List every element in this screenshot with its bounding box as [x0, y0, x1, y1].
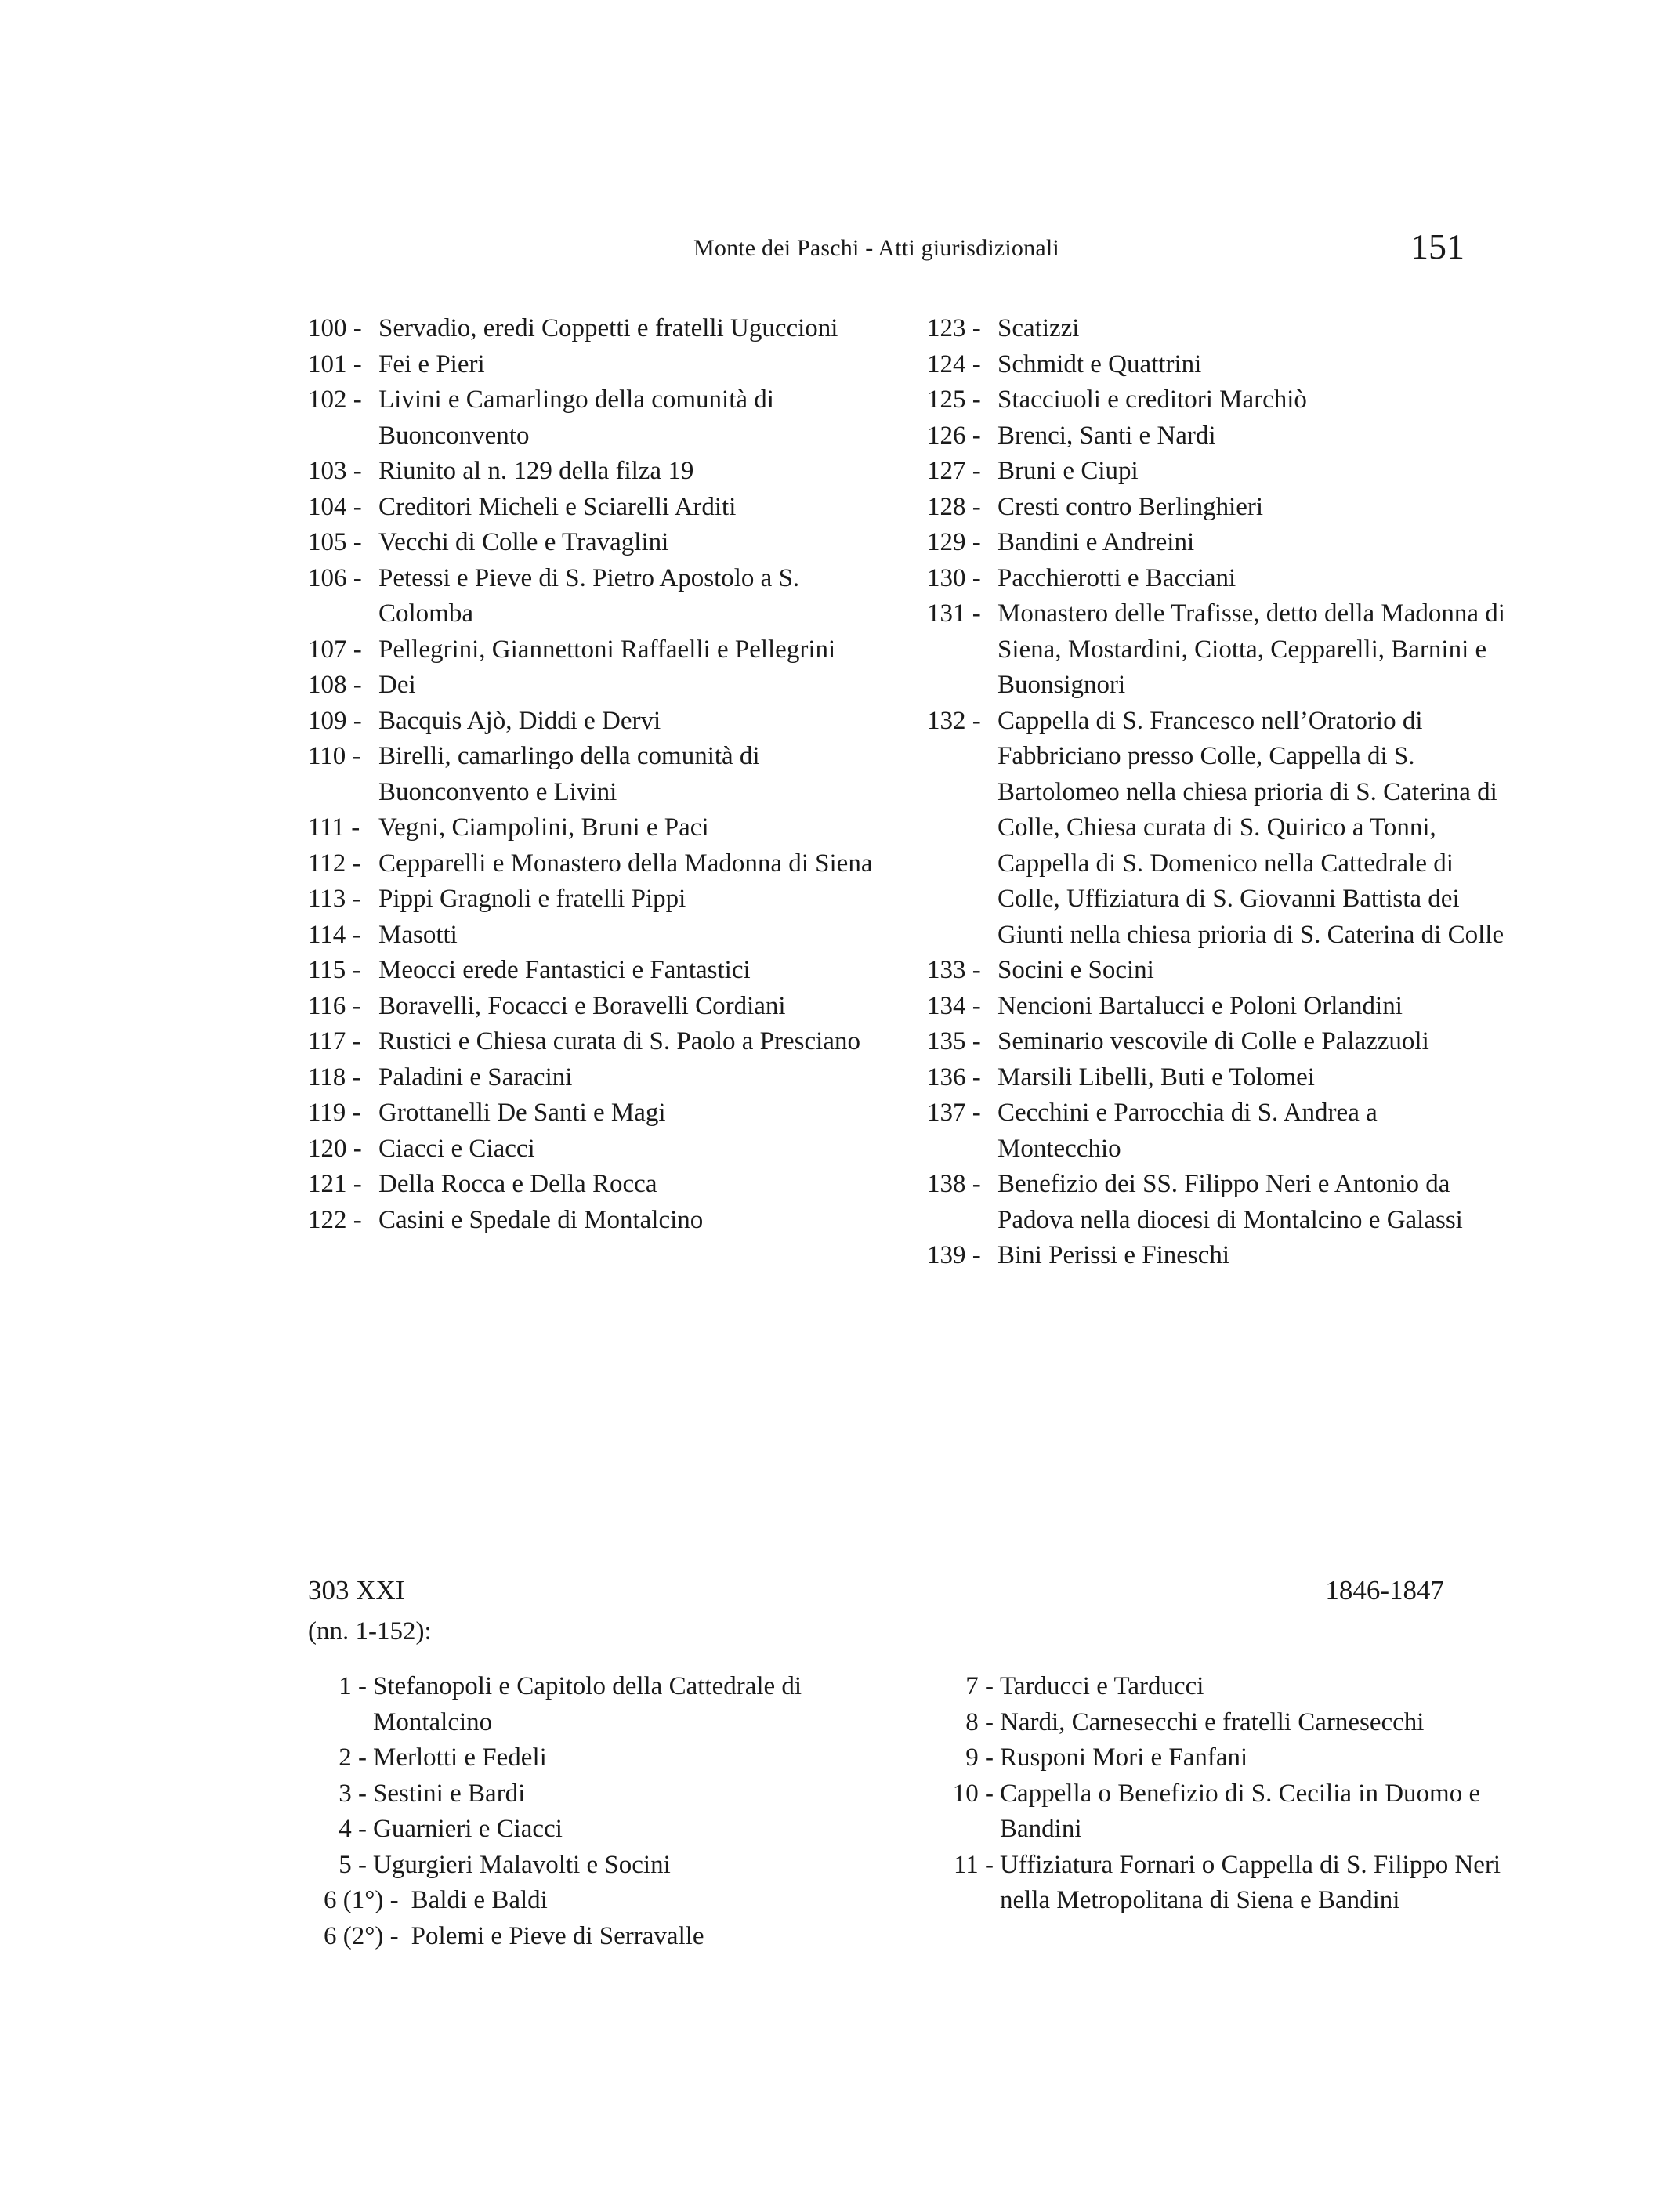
entry-number: 127 - — [927, 457, 981, 485]
entry-number: 122 - — [308, 1205, 362, 1234]
list-item — [308, 632, 880, 668]
list-item — [308, 1776, 880, 1812]
entry-number: 124 - — [927, 349, 981, 378]
entry-text: Sestini e Bardi — [373, 1779, 526, 1808]
entry-text: Paladini e Saracini — [378, 1063, 573, 1092]
entry-number: 6 (2°) - — [324, 1921, 399, 1950]
entry-text: Cecchini e Parrocchia di S. Andrea a Montecchio — [998, 1099, 1378, 1163]
entry-number: 9 - — [965, 1743, 994, 1772]
list-item — [308, 1812, 880, 1848]
list-item — [308, 1131, 880, 1168]
list-item — [927, 382, 1507, 418]
entry-text: Masotti — [378, 920, 458, 949]
bottom-right-column — [927, 1669, 1507, 1919]
entry-text: Cappella o Benefizio di S. Cecilia in Duomo e Bandini — [1000, 1779, 1481, 1843]
entry-text: Dei — [378, 671, 416, 699]
list-item — [308, 347, 880, 383]
entry-text: Petessi e Pieve di S. Pietro Apostolo a S. Colomba — [378, 563, 800, 628]
entry-text: Bacquis Ajò, Diddi e Dervi — [378, 706, 661, 735]
entry-number: 103 - — [308, 457, 362, 485]
entry-number: 110 - — [308, 742, 361, 770]
entry-number: 128 - — [927, 492, 981, 521]
entry-text: Pellegrini, Giannettoni Raffaelli e Pellegrini — [378, 635, 836, 664]
entry-number: 117 - — [308, 1027, 361, 1055]
entry-text: Grottanelli De Santi e Magi — [378, 1099, 666, 1127]
entry-number: 121 - — [308, 1170, 362, 1198]
list-item — [927, 454, 1507, 490]
entry-text: Marsili Libelli, Buti e Tolomei — [998, 1063, 1315, 1092]
entry-number: 114 - — [308, 920, 361, 949]
entry-text: Scatizzi — [998, 314, 1080, 342]
bottom-left-column — [308, 1669, 880, 1954]
list-item — [927, 1669, 1507, 1705]
entry-number: 126 - — [927, 421, 981, 450]
entry-text: Seminario vescovile di Colle e Palazzuoli — [998, 1027, 1429, 1055]
entry-number: 113 - — [308, 885, 361, 913]
entry-text: Socini e Socini — [998, 956, 1154, 984]
entry-text: Schmidt e Quattrini — [998, 349, 1202, 378]
entry-number: 137 - — [927, 1099, 981, 1127]
list-item — [927, 1060, 1507, 1096]
entry-number: 100 - — [308, 314, 362, 342]
list-item — [308, 846, 880, 882]
entry-text: Baldi e Baldi — [411, 1886, 548, 1914]
list-item — [308, 989, 880, 1025]
list-item — [308, 1167, 880, 1203]
entry-number: 111 - — [308, 813, 360, 842]
list-item — [308, 1095, 880, 1131]
list-item — [308, 882, 880, 918]
list-item — [308, 1203, 880, 1239]
entry-number: 2 - — [339, 1743, 367, 1772]
entry-text: Pacchierotti e Bacciani — [998, 563, 1236, 592]
list-item — [927, 1705, 1507, 1741]
list-item — [308, 1848, 880, 1884]
entry-number: 5 - — [339, 1850, 367, 1879]
entry-number: 139 - — [927, 1241, 981, 1269]
entry-number: 7 - — [965, 1672, 994, 1700]
entry-text: Vegni, Ciampolini, Bruni e Paci — [378, 813, 709, 842]
list-item — [308, 1669, 880, 1740]
list-item — [927, 561, 1507, 597]
page-number: 151 — [1410, 226, 1465, 266]
entry-number: 10 - — [952, 1779, 994, 1808]
entry-text: Polemi e Pieve di Serravalle — [411, 1921, 704, 1950]
entry-number: 129 - — [927, 528, 981, 556]
list-item — [308, 704, 880, 740]
entry-text: Guarnieri e Ciacci — [373, 1815, 563, 1843]
entry-number: 132 - — [927, 706, 981, 735]
list-item — [927, 347, 1507, 383]
entry-number: 108 - — [308, 671, 362, 699]
entry-text: Casini e Spedale di Montalcino — [378, 1205, 704, 1234]
series-label: 303 XXI — [308, 1575, 405, 1606]
entry-text: Boravelli, Focacci e Boravelli Cordiani — [378, 991, 786, 1020]
entry-number: 118 - — [308, 1063, 361, 1092]
list-item — [308, 1883, 880, 1919]
entry-text: Cappella di S. Francesco nell’Oratorio di Fabbriciano presso Colle, Cappella di S. Bartolomeo nella chiesa prioria di S. Caterina di Colle, Chiesa curata di S. Quirico a Tonni, Cappella di S. Domenico nella Cattedrale di Colle, Uffiziatura di S. Giovanni Battista dei Giunti nella chiesa prioria di S. Caterina di Colle — [998, 706, 1504, 949]
entry-number: 136 - — [927, 1063, 981, 1092]
list-item — [308, 668, 880, 704]
list-item — [927, 1167, 1507, 1238]
entry-text: Monastero delle Trafisse, detto della Madonna di Siena, Mostardini, Ciotta, Cepparelli, Barnini e Buonsignori — [998, 599, 1505, 699]
entry-text: Fei e Pieri — [378, 349, 485, 378]
list-item — [927, 490, 1507, 526]
list-item — [927, 1740, 1507, 1776]
list-item — [927, 1238, 1507, 1274]
list-item — [927, 418, 1507, 454]
list-item — [308, 382, 880, 454]
entry-text: Creditori Micheli e Sciarelli Arditi — [378, 492, 737, 521]
entry-text: Vecchi di Colle e Travaglini — [378, 528, 669, 556]
entry-number: 105 - — [308, 528, 362, 556]
entry-number: 119 - — [308, 1099, 361, 1127]
entry-number: 112 - — [308, 849, 361, 878]
list-item — [927, 1776, 1507, 1848]
list-item — [927, 704, 1507, 954]
entry-text: Brenci, Santi e Nardi — [998, 421, 1216, 450]
list-item — [308, 1919, 880, 1955]
entry-number: 115 - — [308, 956, 361, 984]
list-item — [927, 1848, 1507, 1919]
top-right-column — [927, 311, 1507, 1274]
entry-text: Livini e Camarlingo della comunità di Buonconvento — [378, 386, 774, 450]
entry-number: 116 - — [308, 991, 361, 1020]
entry-text: Tarducci e Tarducci — [1000, 1672, 1204, 1700]
entry-number: 8 - — [965, 1707, 994, 1736]
entry-text: Meocci erede Fantastici e Fantastici — [378, 956, 751, 984]
entry-number: 109 - — [308, 706, 362, 735]
entry-text: Bruni e Ciupi — [998, 457, 1139, 485]
list-item — [927, 525, 1507, 561]
running-title: Monte dei Paschi - Atti giurisdizionali — [693, 235, 1059, 261]
entry-text: Cepparelli e Monastero della Madonna di Siena — [378, 849, 873, 878]
entry-number: 130 - — [927, 563, 981, 592]
entry-number: 101 - — [308, 349, 362, 378]
entry-number: 131 - — [927, 599, 981, 628]
list-item — [927, 953, 1507, 989]
entry-number: 102 - — [308, 386, 362, 414]
list-item — [308, 525, 880, 561]
entry-number: 107 - — [308, 635, 362, 664]
entry-number: 1 - — [339, 1672, 367, 1700]
list-item — [927, 1024, 1507, 1060]
entry-text: Benefizio dei SS. Filippo Neri e Antonio da Padova nella diocesi di Montalcino e Galassi — [998, 1170, 1463, 1234]
list-item — [308, 490, 880, 526]
entry-number: 3 - — [339, 1779, 367, 1808]
list-item — [308, 1740, 880, 1776]
list-item — [308, 311, 880, 347]
entry-number: 4 - — [339, 1815, 367, 1843]
entry-text: Cresti contro Berlinghieri — [998, 492, 1264, 521]
list-item — [927, 311, 1507, 347]
entry-number: 133 - — [927, 956, 981, 984]
entry-text: Nardi, Carnesecchi e fratelli Carnesecchi — [1000, 1707, 1425, 1736]
entry-text: Ugurgieri Malavolti e Socini — [373, 1850, 671, 1879]
list-item — [308, 739, 880, 810]
list-item — [308, 918, 880, 954]
entry-number: 104 - — [308, 492, 362, 521]
entry-text: Bandini e Andreini — [998, 528, 1195, 556]
entry-text: Rustici e Chiesa curata di S. Paolo a Presciano — [378, 1027, 860, 1055]
top-left-column — [308, 311, 880, 1238]
entry-number: 11 - — [953, 1850, 994, 1879]
entry-number: 106 - — [308, 563, 362, 592]
list-item — [308, 454, 880, 490]
list-item — [927, 596, 1507, 704]
list-item — [308, 1060, 880, 1096]
entry-text: Ciacci e Ciacci — [378, 1134, 535, 1163]
entry-text: Servadio, eredi Coppetti e fratelli Uguccioni — [378, 314, 838, 342]
list-item — [927, 989, 1507, 1025]
entry-text: Bini Perissi e Fineschi — [998, 1241, 1230, 1269]
list-item — [308, 810, 880, 846]
entry-text: Pippi Gragnoli e fratelli Pippi — [378, 885, 686, 913]
entry-number: 134 - — [927, 991, 981, 1020]
list-item — [927, 1095, 1507, 1167]
entry-number: 125 - — [927, 386, 981, 414]
list-item — [308, 953, 880, 989]
entry-text: Uffiziatura Fornari o Cappella di S. Filippo Neri nella Metropolitana di Siena e Bandini — [1000, 1850, 1501, 1914]
entry-text: Merlotti e Fedeli — [373, 1743, 547, 1772]
entry-number: 123 - — [927, 314, 981, 342]
entry-text: Stacciuoli e creditori Marchiò — [998, 386, 1307, 414]
entry-text: Rusponi Mori e Fanfani — [1000, 1743, 1248, 1772]
date-range: 1846-1847 — [1325, 1575, 1444, 1606]
item-range: (nn. 1-152): — [308, 1617, 432, 1646]
entry-number: 138 - — [927, 1170, 981, 1198]
entry-text: Nencioni Bartalucci e Poloni Orlandini — [998, 991, 1403, 1020]
list-item — [308, 561, 880, 632]
entry-text: Della Rocca e Della Rocca — [378, 1170, 657, 1198]
list-item — [308, 1024, 880, 1060]
entry-number: 135 - — [927, 1027, 981, 1055]
entry-text: Riunito al n. 129 della filza 19 — [378, 457, 694, 485]
entry-text: Stefanopoli e Capitolo della Cattedrale di Montalcino — [373, 1672, 802, 1736]
entry-text: Birelli, camarlingo della comunità di Buonconvento e Livini — [378, 742, 760, 806]
entry-number: 6 (1°) - — [324, 1886, 399, 1914]
entry-number: 120 - — [308, 1134, 362, 1163]
